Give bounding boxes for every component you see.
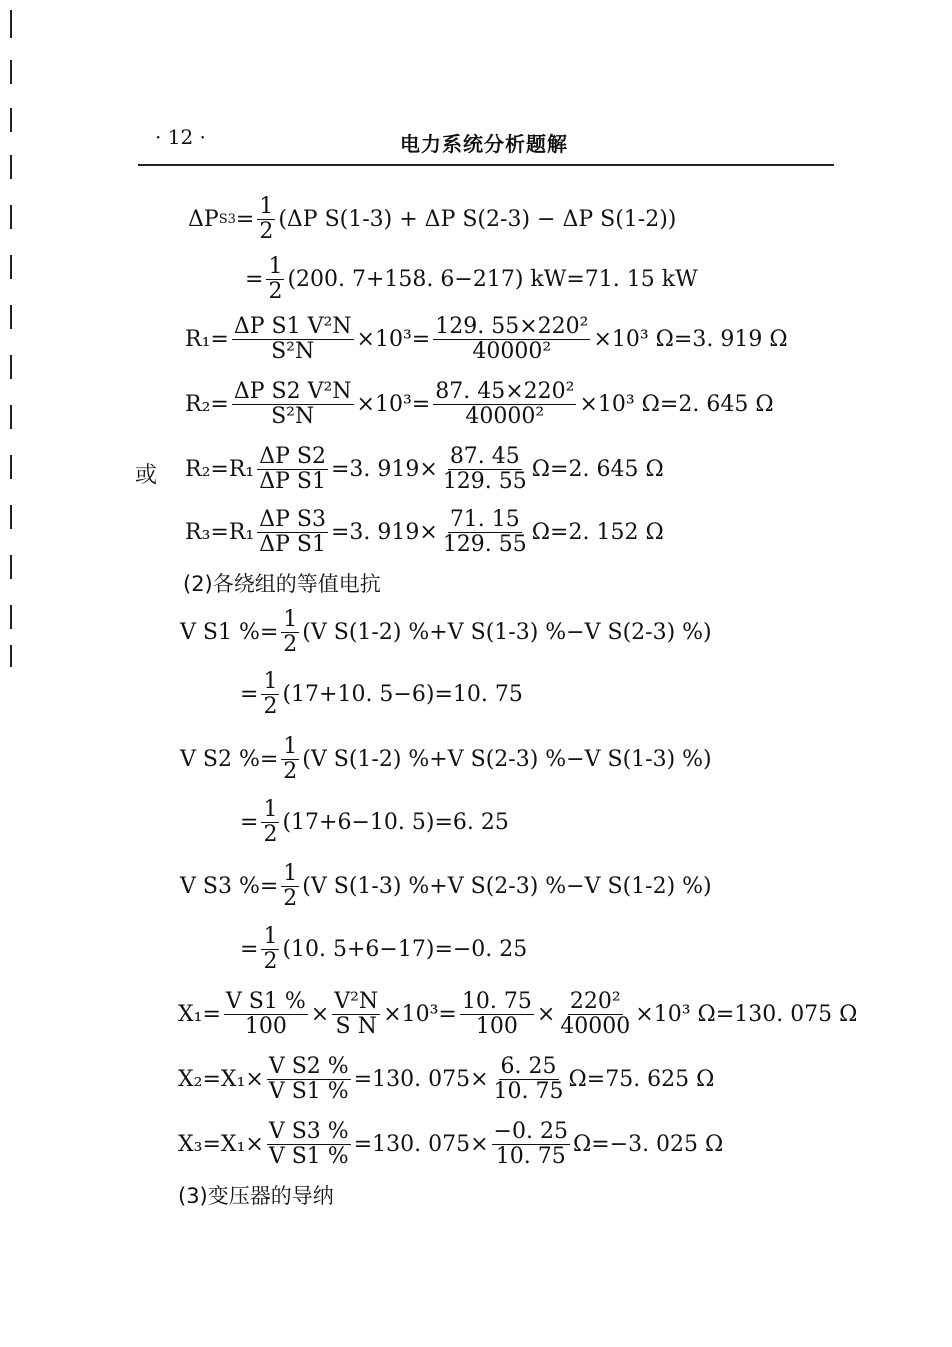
binding-mark bbox=[10, 645, 12, 667]
binding-mark bbox=[10, 255, 12, 279]
equation-vs2: V S2 %= $\frac{1}{2}$ (V S(1-2) %+V S(2-3) %−V S(1-3) %) bbox=[180, 734, 712, 785]
equation-vs2-value: = $\frac{1}{2}$ (17+6−10. 5)=6. 25 bbox=[240, 797, 509, 848]
or-label: 或 bbox=[135, 463, 158, 488]
equation-r2-alt: R₂=R₁ $\frac{\text{ΔP S2}}{\text{ΔP S1}}$ =3. 919× $\frac{87. 45}{129. 55}$ Ω=2. 645 Ω bbox=[185, 444, 664, 495]
equation-vs3-value: = $\frac{1}{2}$ (10. 5+6−17)=−0. 25 bbox=[240, 924, 528, 975]
equation-vs1: V S1 %= $\frac{1}{2}$ (V S(1-2) %+V S(1-3) %−V S(2-3) %) bbox=[180, 607, 712, 658]
binding-mark bbox=[10, 605, 12, 629]
equation-vs1-value: = $\frac{1}{2}$ (17+10. 5−6)=10. 75 bbox=[240, 669, 523, 720]
binding-mark bbox=[10, 505, 12, 529]
section-heading-2: (2)各绕组的等值电抗 bbox=[183, 572, 381, 596]
equation-r3: R₃=R₁ $\frac{\text{ΔP S3}}{\text{ΔP S1}}$ =3. 919× $\frac{71. 15}{129. 55}$ Ω=2. 152 Ω bbox=[185, 507, 664, 558]
binding-mark bbox=[10, 10, 12, 38]
header-rule bbox=[138, 164, 834, 166]
binding-mark bbox=[10, 355, 12, 379]
equation-dps3: ΔP S3 = $\frac{1}{2}$ (ΔP S(1-3) + ΔP S(2-3) − ΔP S(1-2)) bbox=[188, 194, 677, 245]
eq-lhs: ΔP bbox=[188, 207, 219, 233]
binding-mark bbox=[10, 60, 12, 84]
fraction: $\frac{1}{2}$ bbox=[259, 194, 274, 245]
equation-r1: R₁= $\frac{\text{ΔP S1 V²N}}{\text{S²N}}$ ×10³= $\frac{\text{129. 55×220²}}{\text{40000²}}$ ×10³ Ω=3. 919 Ω bbox=[185, 314, 788, 365]
binding-mark bbox=[10, 555, 12, 579]
binding-mark bbox=[10, 305, 12, 329]
equation-dps3-value: = $\frac{1}{2}$ (200. 7+158. 6−217) kW=71. 15 kW bbox=[245, 254, 698, 305]
equation-x3: X₃=X₁× $\frac{\text{V S3 \%}}{\text{V S1 \%}}$ =130. 075× $\frac{-0. 25}{10. 75}$ Ω=−3. 025 Ω bbox=[178, 1119, 724, 1170]
binding-mark bbox=[10, 205, 12, 229]
binding-mark bbox=[10, 108, 12, 132]
section-heading-3: (3)变压器的导纳 bbox=[178, 1184, 334, 1208]
binding-mark bbox=[10, 405, 12, 429]
equation-r2: R₂= $\frac{\text{ΔP S2 V²N}}{\text{S²N}}$ ×10³= $\frac{\text{87. 45×220²}}{\text{40000²}}$ ×10³ Ω=2. 645 Ω bbox=[185, 379, 774, 430]
binding-mark bbox=[10, 455, 12, 479]
equation-vs3: V S3 %= $\frac{1}{2}$ (V S(1-3) %+V S(2-3) %−V S(1-2) %) bbox=[180, 861, 712, 912]
equation-x1: X₁= $\frac{\text{V S1 \%}}{100}$ × $\frac{\text{V²N}}{\text{S N}}$ ×10³= $\frac{10. 75}{100}$ × $\frac{\text{220²}}{40000}$ ×10³ Ω=130. 075 Ω bbox=[178, 989, 858, 1040]
book-title: 电力系统分析题解 bbox=[400, 132, 568, 156]
page-number: · 12 · bbox=[155, 125, 206, 149]
binding-mark bbox=[10, 155, 12, 179]
equation-x2: X₂=X₁× $\frac{\text{V S2 \%}}{\text{V S1 \%}}$ =130. 075× $\frac{6. 25}{10. 75}$ Ω=75. 625 Ω bbox=[178, 1054, 715, 1105]
fraction: $\frac{1}{2}$ bbox=[268, 254, 283, 305]
